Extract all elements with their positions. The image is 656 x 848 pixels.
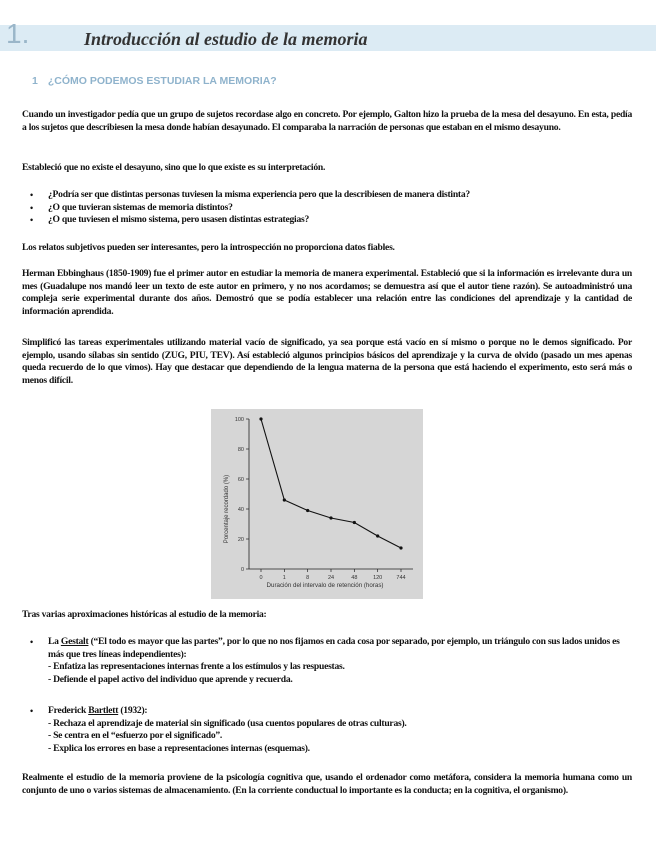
chart-y-tick-label: 60 [237, 477, 244, 483]
chart-data-point [376, 534, 379, 537]
chart-data-point [353, 521, 356, 524]
chart-x-axis-label: Duración del intervalo de retención (horas) [266, 582, 384, 589]
chart-x-tick-label: 24 [327, 575, 335, 581]
chart-x-tick-label: 744 [396, 575, 406, 581]
chart-x-tick-label: 1 [282, 575, 286, 581]
chart-series-line [261, 419, 401, 548]
chart-y-tick-label: 100 [234, 417, 244, 423]
gestalt-description: (“El todo es mayor que las partes”, por lo que no nos fijamos en cada cosa por separado, por ejemplo, un triángulo con sus lados unidos es más que tres líneas independientes): [48, 636, 620, 660]
gestalt-point: - Defiende el papel activo del individuo que aprende y recuerda. [48, 673, 293, 685]
section-number: 1 [32, 75, 38, 87]
paragraph-interpretation: Estableció que no existe el desayuno, sino que lo que existe es su interpretación. [22, 162, 326, 173]
paragraph-historical-approaches: Tras varias aproximaciones históricas al estudio de la memoria: [22, 609, 267, 620]
paragraph-simplification: Simplificó las tareas experimentales utilizando material vacío de significado, ya sea porque está vacío en sí mismo o porque no le demos significado. Por ejemplo, usando sílabas sin sentido (ZUG, PIU, TEV). Así estableció algunos principios básicos del aprendizaje y la curva de olvido (pasado un mes apenas queda recuerdo de lo que vimos). Hay que destacar que dependiendo de la lengua materna de la persona que está haciendo el experimento, esto será más o menos difícil. [22, 337, 632, 386]
chart-y-tick-label: 20 [237, 537, 244, 543]
paragraph-cognitive-psychology: Realmente el estudio de la memoria proviene de la psicología cognitiva que, usando el ordenador como metáfora, considera la memoria humana como un conjunto de uno o varios sistemas de almacenamiento. (En la corriente conductual lo importante es la conducta; en la cognitiva, el organismo). [22, 772, 632, 796]
bartlett-list [22, 705, 632, 755]
chart-data-point [399, 546, 402, 549]
chart-data-point [283, 498, 286, 501]
forgetting-curve-chart [211, 409, 423, 599]
list-item: • ¿O que tuviesen el mismo sistema, pero usasen distintas estrategias? [22, 214, 632, 227]
paragraph-subjective-reports: Los relatos subjetivos pueden ser interesantes, pero la introspección no proporciona datos fiables. [22, 242, 395, 253]
gestalt-name: Gestalt [60, 636, 89, 647]
gestalt-point: - Enfatiza las representaciones internas frente a los estímulos y las respuestas. [48, 661, 345, 673]
bartlett-point: - Rechaza el aprendizaje de material sin significado (usa cuentos populares de otras culturas). [48, 717, 407, 729]
chart-x-tick-label: 120 [373, 575, 383, 581]
chart-y-tick-label: 80 [237, 447, 244, 453]
chart-x-tick-label: 0 [259, 575, 263, 581]
forgetting-curve-figure [211, 409, 423, 599]
list-item-bartlett [22, 705, 632, 755]
bartlett-description: (1932): [118, 705, 148, 716]
paragraph-galton: Cuando un investigador pedía que un grupo de sujetos recordase algo en concreto. Por ejemplo, Galton hizo la prueba de la mesa del desayuno. En esta, pedía a los sujetos que describiesen la mesa donde habían desayunado. El comparaba la narración de personas que estaban en el mismo desayuno. [22, 109, 632, 133]
chart-x-tick-label: 8 [306, 575, 310, 581]
chart-data-point [329, 516, 332, 519]
bartlett-prefix: Frederick [48, 705, 89, 716]
list-item: • ¿O que tuvieran sistemas de memoria distintos? [22, 202, 632, 215]
chart-data-point [306, 509, 309, 512]
chart-y-axis-label: Porcentaje recordado (%) [224, 474, 230, 544]
chapter-number: 1. [6, 18, 30, 49]
chart-y-tick-label: 0 [240, 567, 244, 573]
question-list [22, 189, 632, 227]
chart-data-point [259, 417, 262, 420]
chart-y-tick-label: 40 [237, 507, 244, 513]
gestalt-list [22, 636, 632, 686]
section-title: ¿CÓMO PODEMOS ESTUDIAR LA MEMORIA? [47, 75, 277, 87]
gestalt-prefix: La [48, 636, 61, 647]
list-item: • ¿Podría ser que distintas personas tuviesen la misma experiencia pero que la describiesen de manera distinta? [22, 189, 632, 202]
section-heading [22, 72, 634, 90]
chapter-title: Introducción al estudio de la memoria [84, 29, 368, 49]
bartlett-point: - Se centra en el “esfuerzo por el significado”. [48, 730, 223, 742]
list-item-gestalt [22, 636, 632, 686]
paragraph-ebbinghaus: Herman Ebbinghaus (1850-1909) fue el primer autor en estudiar la memoria de manera experimental. Estableció que si la información es irrelevante dura un mes (Guadalupe nos mandó leer un texto de este autor en primero, y no nos acordamos; se demuestra así que el autor tiene razón). Se autoadministró una compleja serie experimental durante dos años. Demostró que se podía establecer una relación entre las condiciones del aprendizaje y la cantidad de información aprendida. [22, 268, 632, 317]
chart-x-tick-label: 48 [351, 575, 358, 581]
bartlett-point: - Explica los errores en base a representaciones internas (esquemas). [48, 742, 310, 754]
bartlett-name: Bartlett [88, 705, 119, 716]
